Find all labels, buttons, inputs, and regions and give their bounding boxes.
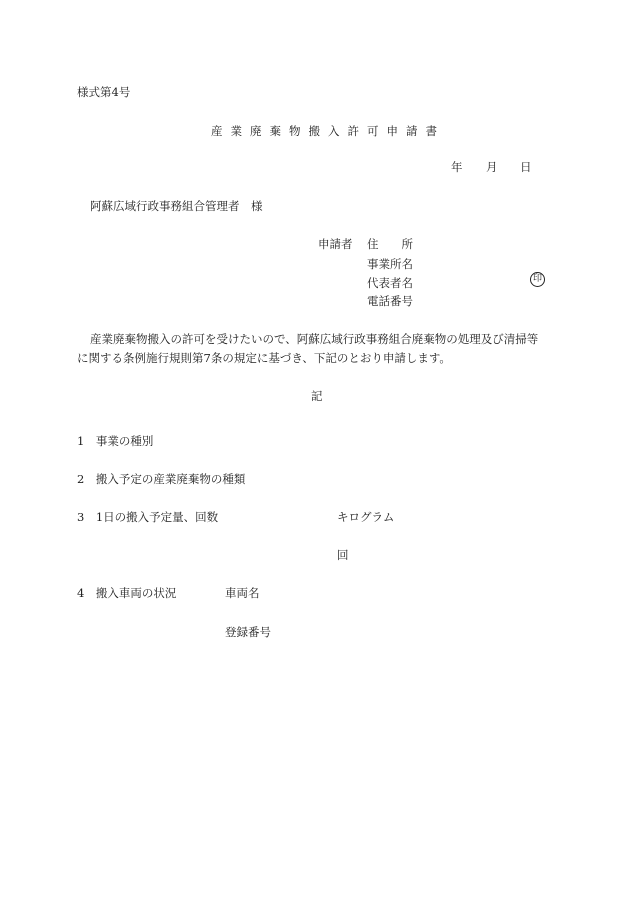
representative-label: 代表者名 — [367, 276, 413, 290]
item-waste-type: 2 搬入予定の産業廃棄物の種類 — [77, 472, 246, 486]
document-title: 産業廃棄物搬入許可申請書 — [211, 124, 445, 138]
date-month-label: 月 — [486, 160, 498, 174]
address-label: 住 所 — [367, 237, 413, 251]
date-day-label: 日 — [520, 160, 532, 174]
unit-times: 回 — [337, 548, 349, 562]
applicant-label: 申請者 — [318, 237, 353, 251]
item-daily-amount: 3 1日の搬入予定量、回数 — [77, 510, 219, 524]
registration-number-label: 登録番号 — [225, 625, 271, 639]
item-business-type: 1 事業の種別 — [77, 434, 154, 448]
unit-kilogram: キログラム — [337, 510, 395, 524]
form-number: 様式第4号 — [77, 85, 131, 99]
vehicle-name-label: 車両名 — [225, 586, 260, 600]
seal-mark: 印 — [530, 272, 545, 287]
office-name-label: 事業所名 — [367, 257, 413, 271]
item-vehicle-status: 4 搬入車両の状況 — [77, 586, 177, 600]
date-year-label: 年 — [451, 160, 463, 174]
body-text-line-2: に関する条例施行規則第7条の規定に基づき、下記のとおり申請します。 — [77, 351, 451, 365]
ki-heading: 記 — [311, 389, 323, 403]
addressee: 阿蘇広域行政事務組合管理者 様 — [90, 199, 263, 213]
phone-label: 電話番号 — [367, 294, 413, 308]
body-text-line-1: 産業廃棄物搬入の許可を受けたいので、阿蘇広域行政事務組合廃棄物の処理及び清掃等 — [90, 332, 539, 346]
